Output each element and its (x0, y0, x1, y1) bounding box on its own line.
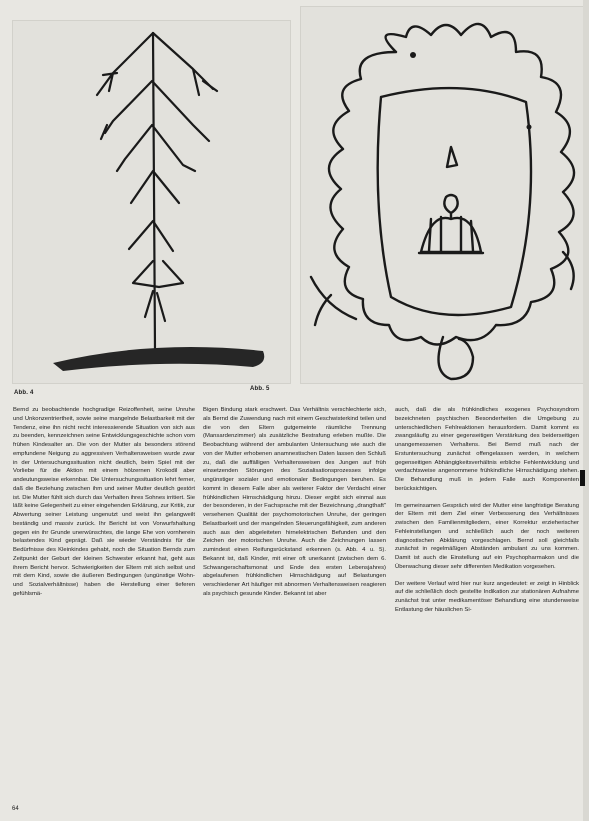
paragraph: auch, daß die als frühkindliches exogenes Psychosyndrom bezeichneten psychischen Besonderheiten die Umgebung zu unterschiedlichen Fehlreaktionen herausfordern. Damit kommt es zwangsläufig zu einer gegenseitigen Verstärkung des beiderseitigen unangemessenen Verhaltens. Bei Bernd muß nach der Erstuntersuchung zunächst offengelassen werden, in welchem gegenseitigen Abhängigkeitsverhältnis erbliche Fehlentwicklung und verdachtsweise angenommene frühkindliche Hirnschädigung stehen. Die Behandlung muß in jedem Falle auch Komponenten berücksichtigen. (395, 407, 579, 492)
text-column-middle (203, 406, 386, 804)
paragraph: Bigen Bindung stark erschwert. Das Verhältnis verschlechterte sich, als Bernd die Zuwendung nach mit einem Geschwisterkind teilen und die von den Eltern gutgemeinte räumliche Trennung (Mansardenzimmer) als zusätzliche Bestrafung erleben mußte. Die Beobachtung während der ambulanten Untersuchung wie auch die von der Mutter erhobenen anamnestischen Daten lassen den Schluß zu, daß die auffälligen Verhaltensweisen des Jungen auf früh einsetzenden Störungen des Sozialisationsprozesses infolge ungünstiger sozialer und emotionaler Bedingungen beruhen. Es kommt in diesem Falle aber als weiterer Faktor der Verdacht einer frühkindlichen Hirnschädigung hinzu. Dieser ergibt sich einmal aus der besonderen, in der Fachsprache mit der Bezeichnung „drangthaft" versehenen Qualität der psychomotorischen Unruhe, der geringen Belastbarkeit und der mangelnden Steuerungsfähigkeit, zum anderen auch aus den abgeleiteten hirnelektrischen Befunden und den Zeichen der motorischen Unruhe. Auch die Zeichnungen lassen zumindest einen Reifungsrückstand erkennen (s. Abb. 4 u. 5). Bekannt ist, daß Kinder, mit einer oft unerkannt (zwischen dem 6. Schwangerschaftsmonat und Ende des ersten Lebensjahres) abgelaufenen frühkindlichen Hirnschädigung auf Belastungen verschiedener Art häufiger mit abnormen Verhaltensweisen reagieren als psychisch gesunde Kinder. Bekannt ist aber (203, 407, 386, 597)
page-number: 64 (12, 806, 19, 812)
paragraph: Bernd zu beobachtende hochgradige Reizoffenheit, seine Unruhe und Unkonzentriertheit, sowie seine mangelnde Belastbarkeit mit der Tendenz, eine ihn nicht recht interessierende Situation von sich aus zu beenden, kennzeichnen seine Entwicklungsgeschichte schon vom frühen Kindesalter an. Die von der Mutter als besonders störend empfundene Neigung zu aggressiven Verhaltensweisen wurde zwar in der Untersuchungssituation nicht deutlich, beim Spiel mit der Vorliebe für die Aktion mit einem hölzernen Krokodil aber andeutungsweise erkennbar. Die Untersuchungssituation lehrt ferner, daß die Beziehung zwischen ihm und seiner Mutter deutlich gestört ist. Die Mutter fühlt sich durch das Verhalten ihres Sohnes irritiert. Sie läßt keine Gelegenheit zu einer eingehenden Erklärung, zur Kritik, zur Abwertung seiner Leistung ungenutzt und weist ihn gelangweilt beständig und massiv zurück. Ihr Bericht ist von Vorwurfshaltung gegen ein ihr Grunde unerwünschtes, die lange Ehe von vornherein belastendes Kind geprägt. Daß sie wieder Verständnis für die Bedürfnisse des Kleinkindes gehabt, noch die Situation Bernds zum Zeitpunkt der Geburt der kleinen Schwester erkannt hat, geht aus ihrem Bericht hervor. Schwierigkeiten der Eltern mit sich selbst und mit dem Kind, sowie die äußeren Bedingungen (ungünstige Wohn- und Sozialverhältnisse) haben die Herstellung einer tieferen gefühlsmä- (13, 407, 195, 597)
text-column-left (13, 406, 195, 804)
margin-mark (580, 470, 585, 486)
paragraph: Der weitere Verlauf wird hier nur kurz angedeutet: er zeigt in Hinblick auf die schließlich doch gestellte Indikation zur stationären Aufnahme zunächst trat unter medikamentöser Behandlung eine stundenweise Entlastung der häuslichen Si- (395, 580, 579, 613)
paragraph: Im gemeinsamen Gespräch wird der Mutter eine langfristige Beratung der Eltern mit dem Ziel einer Verbesserung des Verhältnisses zwischen den Familienmitgliedern, einer Korrektur erzieherischer Fehleinstellungen und schließlich auch der noch weiteren diagnostischen Abklärung vorgeschlagen. Bernd soll gleichfalls zunächst in regelmäßigen Abständen ambulant zu uns kommen. Damit ist auch die Einstellung auf ein Psychopharmakon und die Überwachung dieser sehr differenten Medikation vorgesehen. (395, 502, 579, 570)
figure-caption-5: Abb. 5 (250, 386, 270, 392)
figure-caption-4: Abb. 4 (14, 390, 34, 396)
figure-drawing-image (301, 7, 589, 383)
text-column-right (395, 406, 579, 804)
page-edge-shadow (583, 0, 589, 821)
figure-child-drawing-figure (300, 6, 589, 384)
tree-drawing-image (13, 21, 290, 383)
figure-child-drawing-tree (12, 20, 291, 384)
